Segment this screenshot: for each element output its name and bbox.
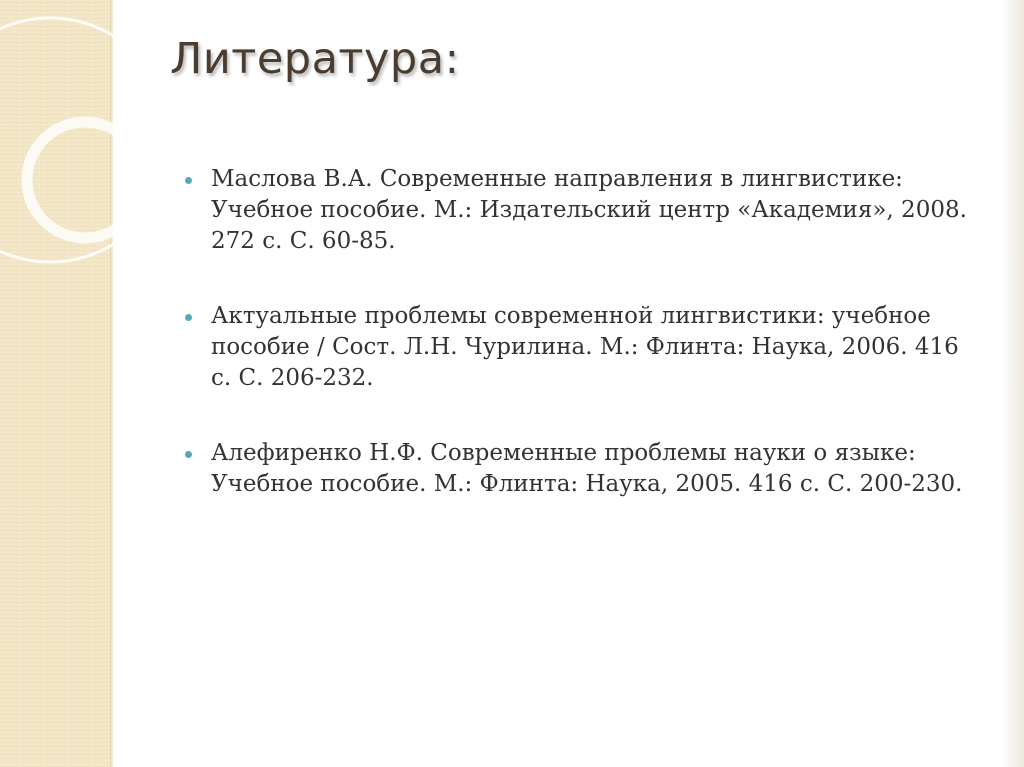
bullet-dot-icon bbox=[185, 451, 192, 458]
slide-title: Литература: bbox=[170, 34, 460, 84]
reference-text: Алефиренко Н.Ф. Современные проблемы науки о языке: Учебное пособие. М.: Флинта: Наука, 2005. 416 с. С. 200-230. bbox=[211, 440, 963, 497]
reference-item bbox=[185, 164, 985, 257]
decorative-ring-small bbox=[27, 122, 143, 238]
reference-item bbox=[185, 301, 985, 394]
bullet-dot-icon bbox=[185, 314, 192, 321]
reference-text: Маслова В.А. Современные направления в лингвистике: Учебное пособие. М.: Издательский центр «Академия», 2008. 272 с. С. 60-85. bbox=[211, 166, 967, 254]
bullet-dot-icon bbox=[185, 177, 192, 184]
reference-list bbox=[185, 164, 985, 544]
reference-text: Актуальные проблемы современной лингвистики: учебное пособие / Сост. Л.Н. Чурилина. М.: Флинта: Наука, 2006. 416 с. С. 206-232. bbox=[211, 303, 959, 391]
decorative-ring-large bbox=[0, 18, 172, 262]
reference-item bbox=[185, 438, 985, 500]
